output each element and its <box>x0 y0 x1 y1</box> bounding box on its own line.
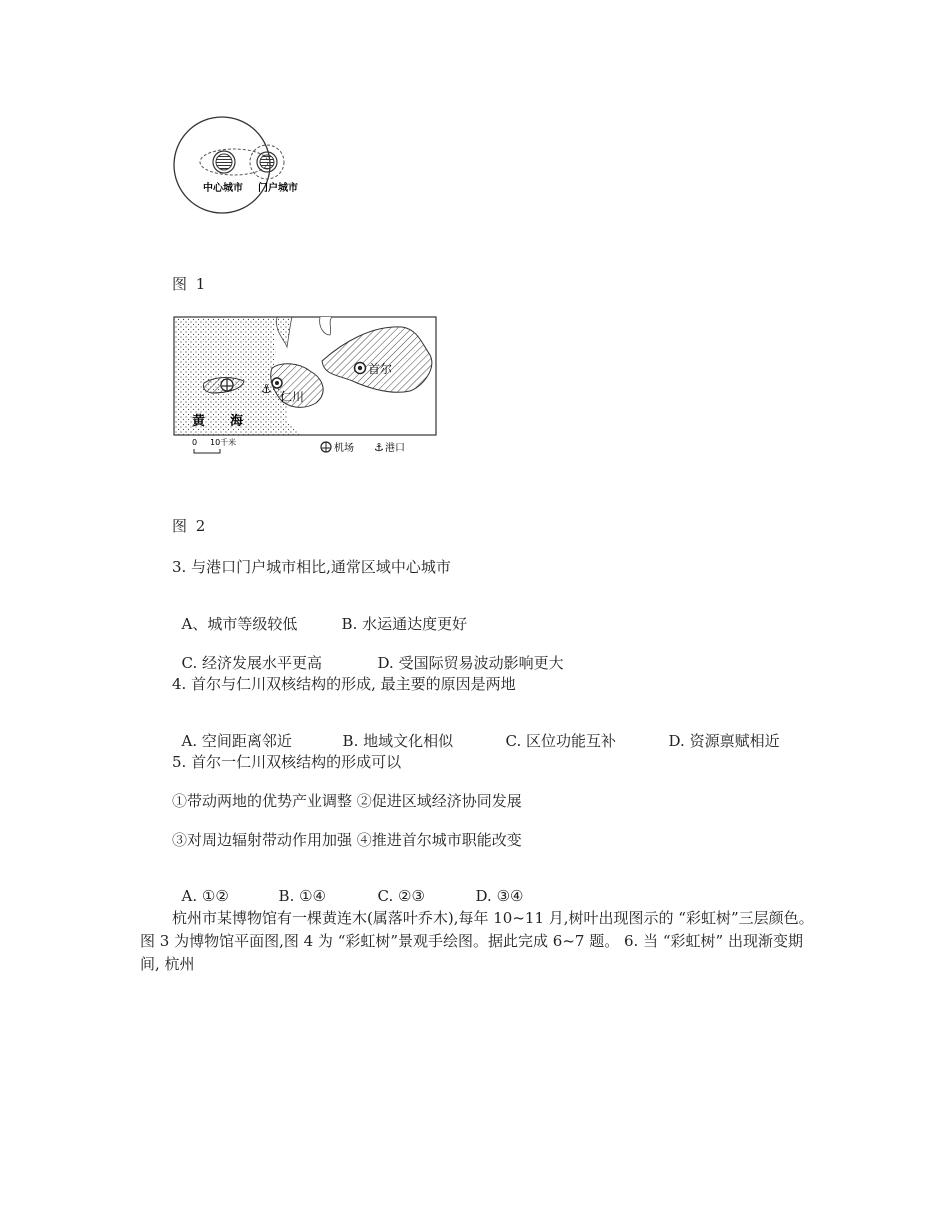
q6-stem: 6. 当 “彩虹树” 出现渐变期间, 杭州 <box>140 932 803 973</box>
port-icon: ⚓ <box>261 382 272 396</box>
q4-options <box>172 712 780 751</box>
passage-text: 杭州市某博物馆有一棵黄连木(属落叶乔木),每年 10~11 月,树叶出现图示的 “彩虹树”三层颜色。图 3 为博物馆平面图,图 4 为 “彩虹树”景观手绘图。据此完成 6~7 题。 6. 当 “彩虹树” 出现渐变期间, 杭州 <box>140 909 814 973</box>
legend-port-label: 港口 <box>385 443 405 454</box>
q3-option-d[interactable]: D. 受国际贸易波动影响更大 <box>377 654 564 672</box>
incheon-label: 仁川 <box>280 390 305 404</box>
gateway-city-label: 门户城市 <box>258 183 298 194</box>
figure-2-map <box>172 313 442 458</box>
q3-option-a[interactable]: A、城市等级较低 <box>181 615 298 633</box>
q3-option-c[interactable]: C. 经济发展水平更高 <box>181 654 323 672</box>
q3-options-ab <box>172 595 467 634</box>
q4-option-b[interactable]: B. 地域文化相似 <box>342 732 454 750</box>
scale-label: 10千米 <box>210 438 237 447</box>
q5-option-d[interactable]: D. ③④ <box>475 887 524 905</box>
q4-stem: 4. 首尔与仁川双核结构的形成, 最主要的原因是两地 <box>172 675 516 693</box>
q4-option-c[interactable]: C. 区位功能互补 <box>505 732 617 750</box>
center-city-label: 中心城市 <box>203 183 243 194</box>
figure-1-caption: 图 1 <box>172 275 208 293</box>
q5-options <box>172 869 523 905</box>
sea-label-2: 海 <box>230 414 244 429</box>
q3-option-b[interactable]: B. 水运通达度更好 <box>341 615 468 633</box>
q5-items-1-2: ①带动两地的优势产业调整 ②促进区域经济协同发展 <box>172 792 522 810</box>
sea-label-1: 黄 <box>192 414 206 429</box>
q5-option-b[interactable]: B. ①④ <box>278 887 327 905</box>
scale-zero: 0 <box>192 438 198 447</box>
q3-stem: 3. 与港口门户城市相比,通常区域中心城市 <box>172 558 451 576</box>
q5-option-c[interactable]: C. ②③ <box>377 887 425 905</box>
core-zone-outline <box>200 149 268 175</box>
q5-stem: 5. 首尔一仁川双核结构的形成可以 <box>172 753 402 771</box>
q5-option-a[interactable]: A. ①② <box>181 887 229 905</box>
q3-options-cd <box>172 634 564 673</box>
figure-2-caption: 图 2 <box>172 517 208 535</box>
legend-port-icon: ⚓ <box>374 441 384 454</box>
passage <box>140 907 820 976</box>
q4-option-a[interactable]: A. 空间距离邻近 <box>181 732 292 750</box>
figure-1-diagram <box>172 110 322 220</box>
q5-items-3-4: ③对周边辐射带动作用加强 ④推进首尔城市职能改变 <box>172 831 522 849</box>
legend-airport-label: 机场 <box>334 443 354 454</box>
seoul-label: 首尔 <box>368 362 393 376</box>
q4-option-d[interactable]: D. 资源禀赋相近 <box>668 732 780 750</box>
scale-bar <box>194 449 220 453</box>
